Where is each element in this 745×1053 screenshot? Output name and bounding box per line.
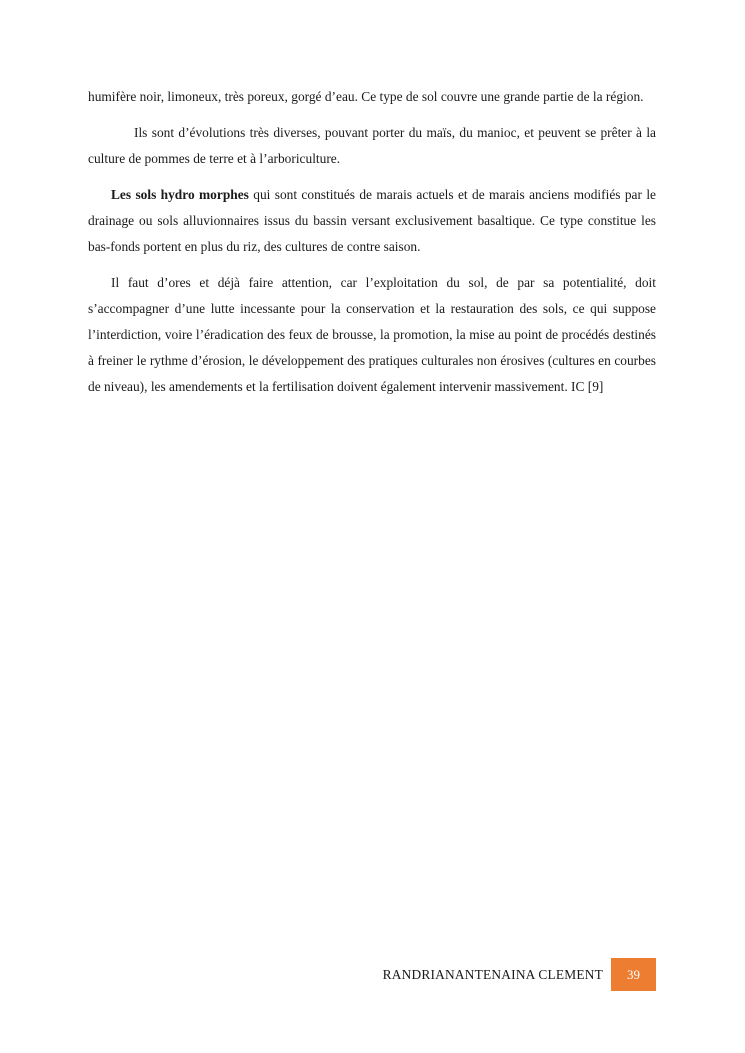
footer-author: RANDRIANANTENAINA CLEMENT <box>382 966 603 982</box>
page-footer <box>383 958 656 991</box>
page-number-badge: 39 <box>611 958 656 991</box>
hydromorphic-soils-heading: Les sols hydro morphes <box>111 187 249 202</box>
page-body <box>88 84 656 400</box>
paragraph-soil-evolution: Ils sont d’évolutions très diverses, pouvant porter du maïs, du manioc, et peuvent se prêter à la culture de pommes de terre et à l’arboriculture. <box>88 125 656 166</box>
paragraph-soil-description: humifère noir, limoneux, très poreux, gorgé d’eau. Ce type de sol couvre une grande partie de la région. <box>88 89 644 104</box>
paragraph-hydromorphic-soils <box>88 182 656 260</box>
paragraph-soil-conservation: Il faut d’ores et déjà faire attention, car l’exploitation du sol, de par sa potentialité, doit s’accompagner d’une lutte incessante pour la conservation et la restauration des sols, ce qui suppose l’interdiction, voire l’éradication des feux de brousse, la promotion, la mise au point de procédés destinés à freiner le rythme d’érosion, le développement des pratiques culturales non érosives (cultures en courbes de niveau), les amendements et la fertilisation doivent également intervenir massivement. IC [9] <box>88 275 656 394</box>
hydromorphic-soils-text: qui sont constitués de marais actuels et de marais anciens modifiés par le drainage ou sols alluvionnaires issus du bassin versant exclusivement basaltique. Ce type constitue les bas-fonds portent en plus du riz, des cultures de contre saison. <box>88 187 656 254</box>
